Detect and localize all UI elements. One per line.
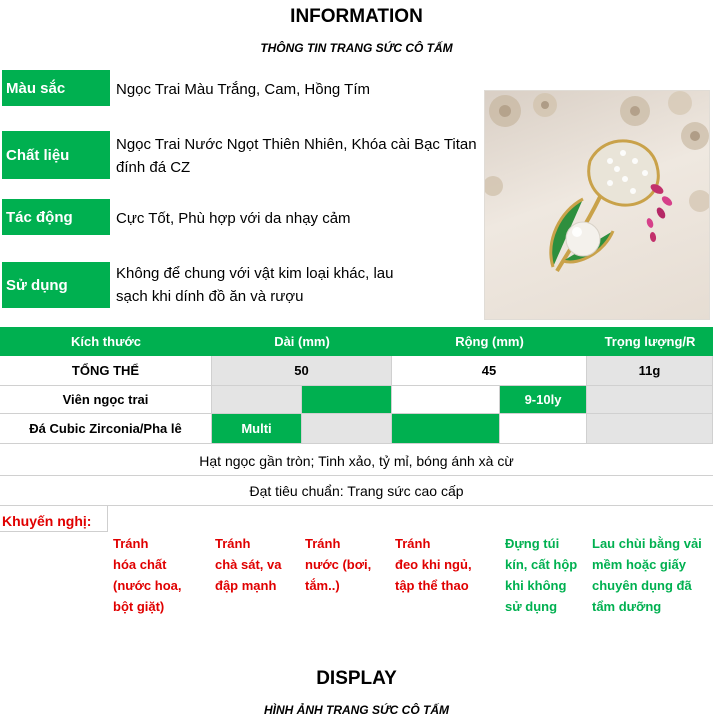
row-pearl-size: 9-10ly [500,386,587,414]
row-pearl-cell-3 [392,386,500,414]
row-stone-value: Multi [212,414,302,444]
recommendation-item-sleep-sport: Tránh đeo khi ngủ, tập thể thao [395,536,472,593]
note-standard: Đạt tiêu chuẩn: Trang sức cao cấp [0,476,713,506]
recommendation-item-cleaning: Lau chùi bằng vải mềm hoặc giấy chuyên dụng đã tẩm dưỡng [592,536,702,614]
row-stone-cell-5 [587,414,713,444]
row-stone-cell-2 [302,414,392,444]
row-pearl-cell-5 [587,386,713,414]
attr-value-material: Ngọc Trai Nước Ngọt Thiên Nhiên, Khóa cài Bạc Titan đính đá CZ [116,136,477,176]
display-subtitle: HÌNH ẢNH TRANG SỨC CÔ TẤM [263,703,450,717]
product-photo [484,90,710,320]
attr-label-effect: Tác động [2,199,110,235]
row-pearl-cell-1 [212,386,302,414]
recommendation-item-water: Tránh nước (bơi, tắm..) [305,536,372,593]
recommendation-item-impact: Tránh chà sát, va đập mạnh [215,536,282,593]
attr-value-color: Ngọc Trai Màu Trắng, Cam, Hồng Tím [116,81,370,98]
recommendation-label: Khuyến nghị: [2,513,92,529]
row-pearl-cell-2 [302,386,392,414]
row-stone-label: Đá Cubic Zirconia/Pha lê [0,414,212,444]
table-header-length: Dài (mm) [212,327,392,356]
row-overall-label: TỔNG THỂ [0,356,212,386]
row-pearl-label: Viên ngọc trai [0,386,212,414]
table-header-weight: Trọng lượng/R [587,327,713,356]
attr-value-effect: Cực Tốt, Phù hợp với da nhạy cảm [116,210,351,227]
row-stone-cell-4 [500,414,587,444]
table-header-width: Rộng (mm) [392,327,587,356]
table-header-size: Kích thước [0,327,212,356]
attr-label-color: Màu sắc [2,70,110,106]
row-overall-length: 50 [212,356,392,386]
page-title: INFORMATION [290,6,423,27]
brooch-illustration [485,91,710,320]
attr-value-usage: Không để chung với vật kim loại khác, lau sạch khi dính đồ ăn và rượu [116,265,394,305]
row-overall-width: 45 [392,356,587,386]
row-overall-weight: 11g [587,356,713,386]
display-title: DISPLAY [316,668,397,689]
attr-label-material: Chất liệu [2,131,110,179]
note-quality: Hạt ngọc gần tròn; Tinh xảo, tỷ mỉ, bóng ánh xà cừ [0,446,713,476]
row-stone-cell-3 [392,414,500,444]
recommendation-item-chemicals: Tránh hóa chất (nước hoa, bột giặt) [113,536,182,614]
page-subtitle: THÔNG TIN TRANG SỨC CÔ TẤM [260,41,453,55]
attr-label-usage: Sử dụng [2,262,110,308]
recommendation-item-storage: Đựng túi kín, cất hộp khi không sử dụng [505,536,578,614]
